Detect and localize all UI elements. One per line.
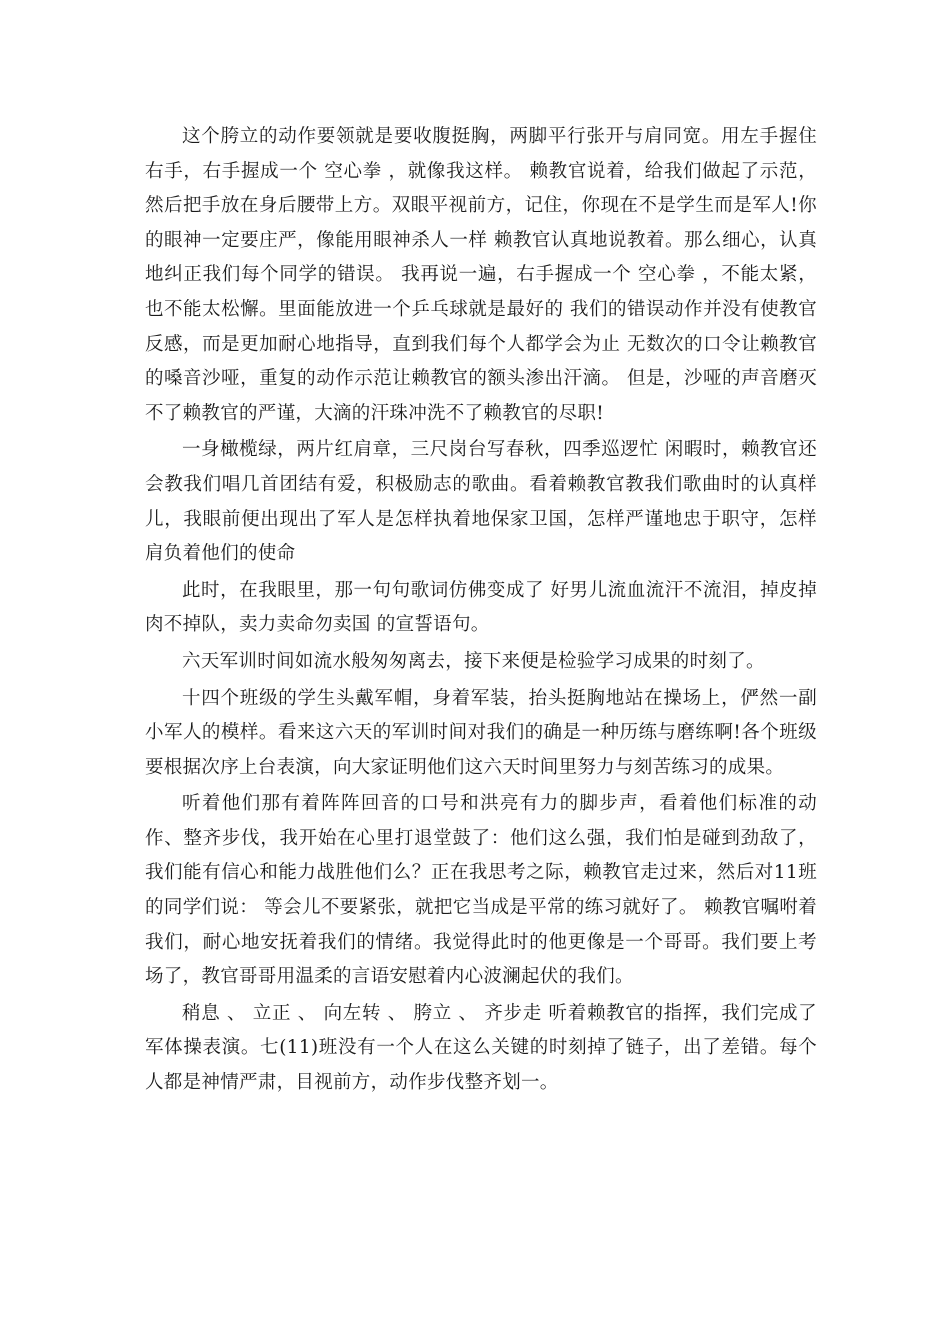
paragraph: 此时，在我眼里，那一句句歌词仿佛变成了 好男儿流血流汗不流泪，掉皮掉肉不掉队，卖力卖命勿卖国 的宣誓语句。 (145, 579, 817, 636)
document-body (145, 120, 817, 1103)
paragraph: 这个胯立的动作要领就是要收腹挺胸，两脚平行张开与肩同宽。用左手握住右手，右手握成一个 空心拳 ，就像我这样。 赖教官说着，给我们做起了示范， 然后把手放在身后腰带上方。双眼平视前方，记住，你现在不是学生而是军人!你的眼神一定要庄严，像能用眼神杀人一样 赖教官认真地说教着。那么细心，认真地纠正我们每个同学的错误。 我再说一遍，右手握成一个 空心拳 ，不能太紧，也不能太松懈。里面能放进一个乒乓球就是最好的 我们的错误动作并没有使教官反感，而是更加耐心地指导，直到我们每个人都学会为止 无数次的口令让赖教官的嗓音沙哑，重复的动作示范让赖教官的额头渗出汗滴。 但是，沙哑的声音磨灭不了赖教官的严谨，大滴的汗珠冲洗不了赖教官的尽职! (145, 126, 817, 424)
paragraph: 一身橄榄绿，两片红肩章，三尺岗台写春秋，四季巡逻忙 闲暇时，赖教官还会教我们唱几首团结有爱，积极励志的歌曲。看着赖教官教我们歌曲时的认真样儿，我眼前便出现出了军人是怎样执着地保家卫国，怎样严谨地忠于职守，怎样肩负着他们的使命 (145, 439, 817, 565)
paragraph: 稍息 、 立正 、 向左转 、 胯立 、 齐步走 听着赖教官的指挥，我们完成了军体操表演。七(11)班没有一个人在这么关键的时刻掉了链子，出了差错。每个人都是神情严肃，目视前方，动作步伐整齐划一。 (145, 1002, 817, 1094)
paragraph: 听着他们那有着阵阵回音的口号和洪亮有力的脚步声，看着他们标准的动作、整齐步伐，我开始在心里打退堂鼓了：他们这么强，我们怕是碰到劲敌了，我们能有信心和能力战胜他们么？正在我思考之际，赖教官走过来，然后对11班的同学们说： 等会儿不要紧张，就把它当成是平常的练习就好了。 赖教官嘱咐着我们，耐心地安抚着我们的情绪。我觉得此时的他更像是一个哥哥。我们要上考场了，教官哥哥用温柔的言语安慰着内心波澜起伏的我们。 (145, 793, 817, 988)
paragraph: 十四个班级的学生头戴军帽，身着军装，抬头挺胸地站在操场上，俨然一副小军人的模样。看来这六天的军训时间对我们的确是一种历练与磨练啊!各个班级要根据次序上台表演，向大家证明他们这六天时间里努力与刻苦练习的成果。 (145, 687, 817, 778)
paragraph: 六天军训时间如流水般匆匆离去，接下来便是检验学习成果的时刻了。 (182, 650, 765, 672)
